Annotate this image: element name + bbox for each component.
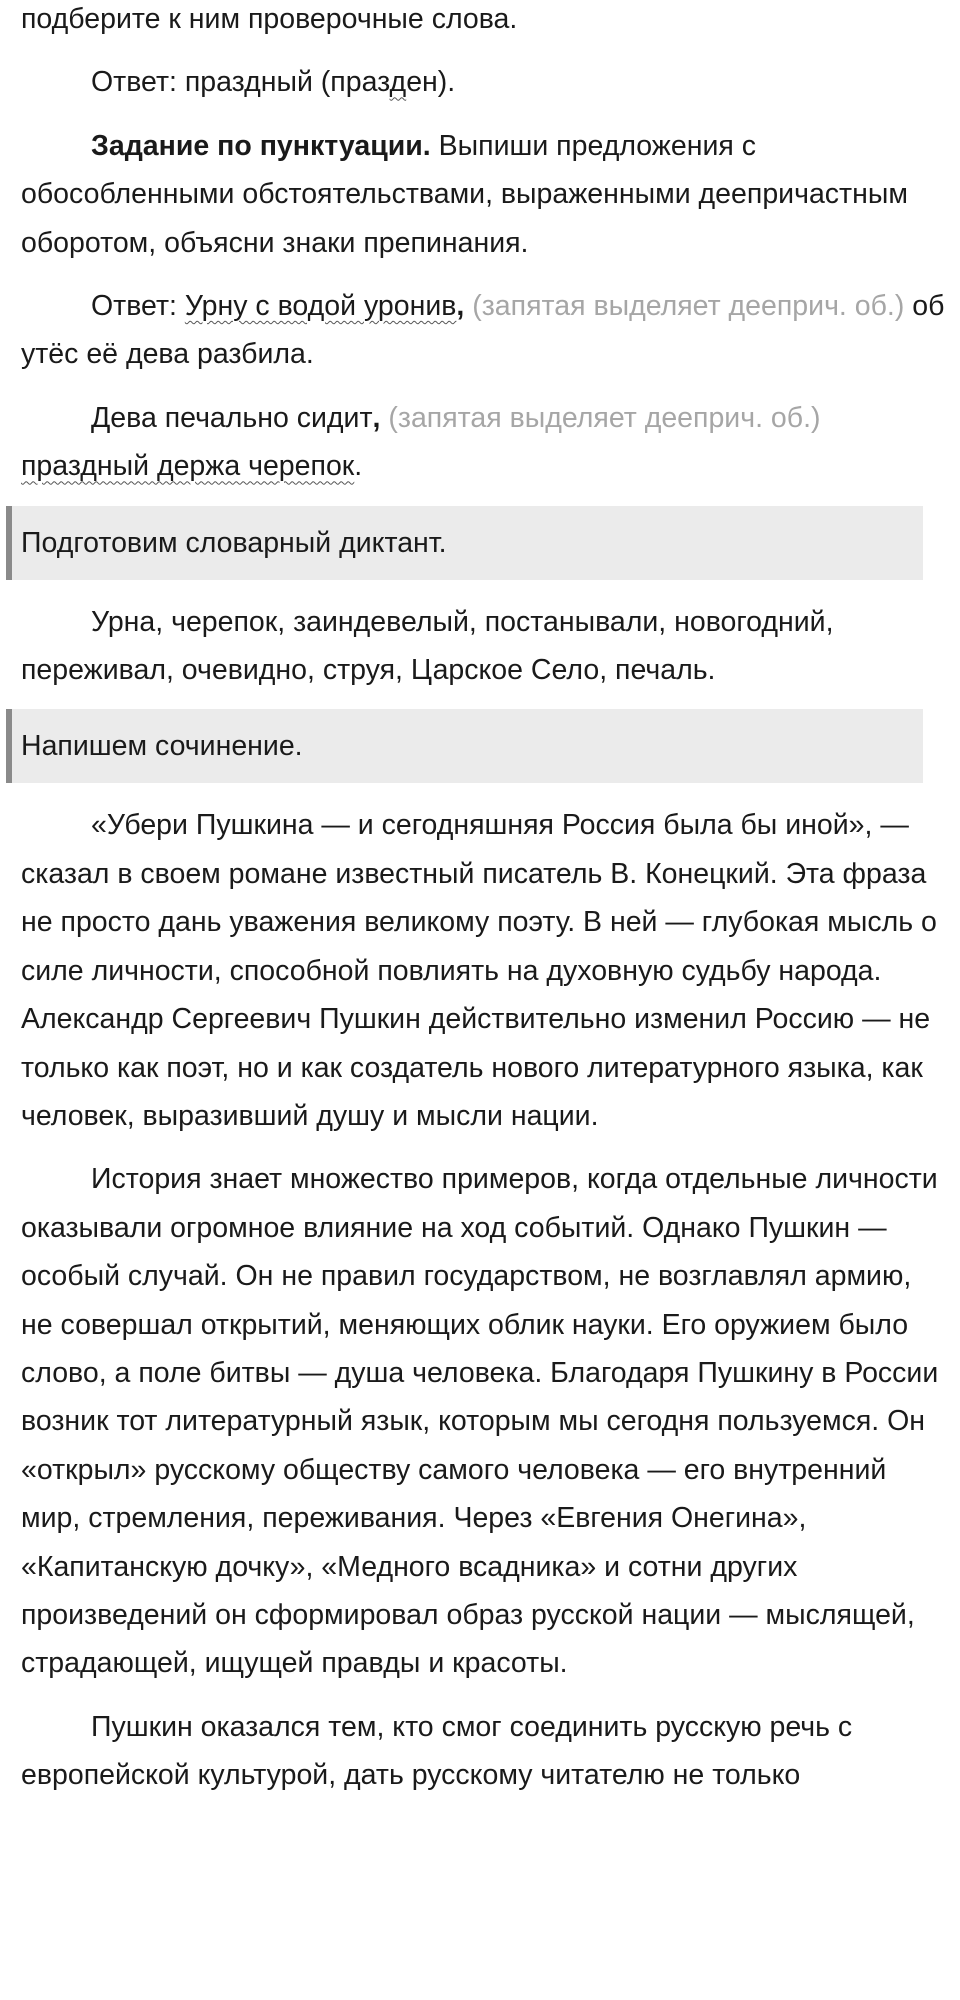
punctuation-note: (запятая выделяет дееприч. об.) bbox=[380, 401, 821, 434]
task-title: Задание по пунктуации. bbox=[91, 129, 431, 162]
essay-paragraph-2: История знает множество примеров, когда отдельные личности оказывали огромное влияние на ход событий. Однако Пушкин — особый случай. Он не правил государством, не возглавлял армию, не совершал открытий, меняющих облик науки. Его оружием было слово, а поле битвы — душа человека. Благодаря Пушкину в России возник тот литературный язык, которым мы сегодня пользуемся. Он «открыл» русскому обществу самого человека — его внутренний мир, стремления, переживания. Через «Евгения Онегина», «Капитанскую дочку», «Медного всадника» и сотни других произведений он сформировал образ русской нации — мыслящей, страдающей, ищущей правды и красоты. bbox=[21, 1163, 939, 1680]
essay-paragraph-3: Пушкин оказался тем, кто смог соединить русскую речь с европейской культурой, дать русскому читателю не только bbox=[21, 1710, 853, 1792]
paragraph-dictation-words: Урна, черепок, заиндевелый, постанывали, новогодний, переживал, очевидно, струя, Царское Село, печаль. bbox=[21, 605, 834, 687]
paragraph-answer-punctuation-1 bbox=[21, 282, 947, 379]
sentence-rest: об утёс её дева разбила. bbox=[21, 290, 945, 371]
answer-label: Ответ: bbox=[91, 290, 185, 323]
paragraph-punctuation-task bbox=[21, 122, 947, 267]
answer-word: праздный bbox=[184, 66, 313, 99]
participle-phrase: Урну с водой уронив bbox=[184, 290, 457, 323]
answer-label: Ответ: bbox=[91, 66, 185, 99]
comma-mark: , bbox=[372, 401, 381, 434]
essay-paragraph-1: «Убери Пушкина — и сегодняшняя Россия была бы иной», — сказал в своем романе известный писатель В. Конецкий. Эта фраза не просто дань уважения великому поэту. В ней — глубокая мысль о силе личности, способной повлиять на духовную судьбу народа. Александр Сергеевич Пушкин действительно изменил Россию — не только как поэт, но и как создатель нового литературного языка, как человек, выразивший душу и мысли нации. bbox=[21, 809, 937, 1132]
task-text: Выпиши предложения с обособленными обстоятельствами, выраженными деепричастным оборотом, объясни знаки препинания. bbox=[21, 129, 908, 259]
paragraph-answer-punctuation-2 bbox=[21, 394, 947, 491]
check-letter-underlined: д bbox=[389, 66, 407, 99]
check-word-start: (праз bbox=[312, 66, 390, 99]
comma-mark: , bbox=[456, 290, 465, 323]
section-header-dictation bbox=[6, 506, 923, 580]
section-title: Подготовим словарный диктант. bbox=[21, 526, 447, 559]
sentence-end: . bbox=[354, 450, 363, 483]
participle-phrase: праздный держа черепок bbox=[21, 450, 355, 483]
check-word-end: ен). bbox=[406, 66, 456, 99]
document-content bbox=[21, 0, 947, 1815]
sentence-start: Дева печально сидит bbox=[91, 401, 373, 434]
paragraph-instruction-tail: подберите к ним проверочные слова. bbox=[21, 3, 518, 35]
paragraph-answer-spelling bbox=[21, 58, 947, 106]
section-title: Напишем сочинение. bbox=[21, 730, 303, 763]
punctuation-note: (запятая выделяет дееприч. об.) bbox=[464, 290, 905, 323]
section-header-essay bbox=[6, 709, 923, 783]
